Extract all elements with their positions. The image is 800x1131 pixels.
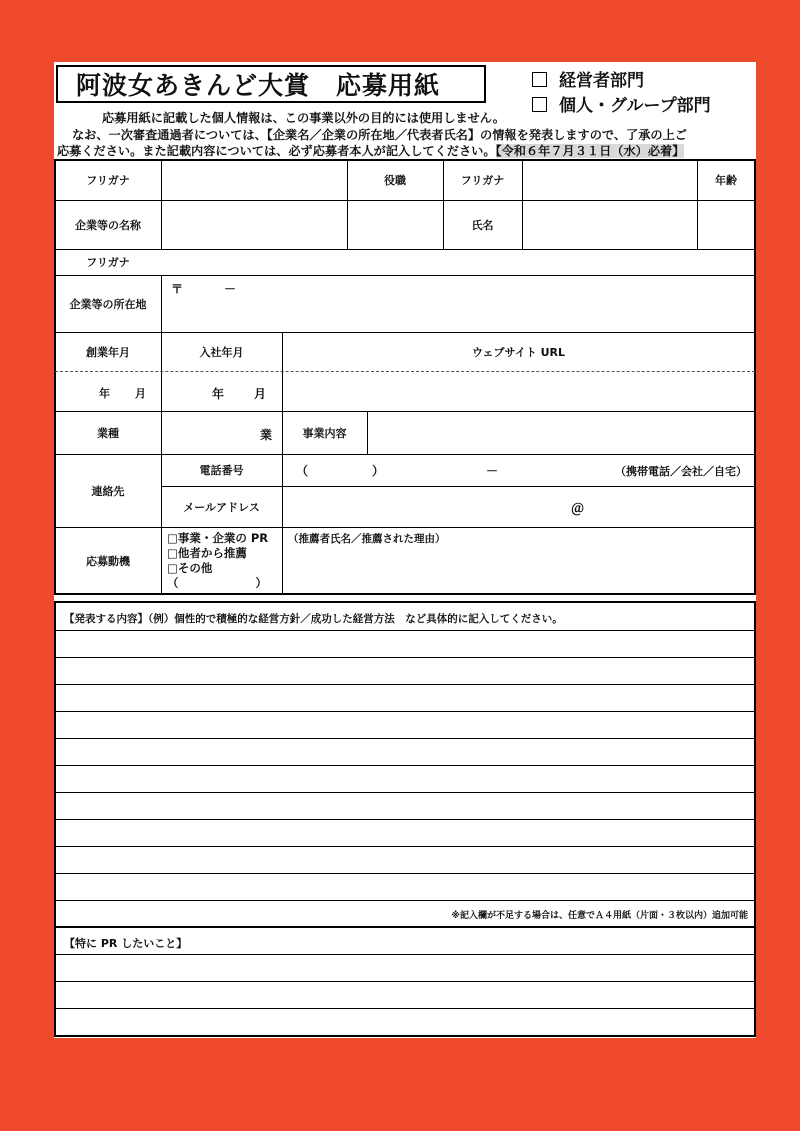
email-at: ＠ [571, 502, 585, 517]
position-label: 役職 [384, 174, 406, 187]
business-content-label: 事業内容 [302, 426, 347, 440]
deadline: 【令和６年７月３１日（水）必着】 [495, 144, 685, 158]
name-furigana-field[interactable] [523, 161, 697, 200]
founded-label: 創業年月 [86, 345, 130, 359]
motive-option-pr[interactable]: □事業・企業の PR [167, 531, 269, 545]
name-field[interactable] [523, 201, 697, 249]
email-label: メールアドレス [183, 500, 260, 514]
joined-label: 入社年月 [199, 345, 244, 359]
company-name-field[interactable] [162, 201, 347, 249]
joined-year: 年 [212, 387, 225, 401]
name-label: 氏名 [471, 218, 494, 232]
industry-label: 業種 [97, 426, 119, 440]
address-field[interactable] [162, 276, 755, 332]
phone-dash: － [486, 464, 499, 478]
founded-month: 月 [135, 387, 146, 400]
pr-field[interactable] [56, 955, 754, 1035]
phone-field[interactable] [283, 455, 603, 486]
website-field[interactable] [283, 372, 755, 411]
recommender-label: （推薦者氏名／推薦された理由） [288, 533, 446, 545]
age-field[interactable] [698, 161, 755, 249]
form-title: 阿波女あきんど大賞 応募用紙 [56, 65, 486, 103]
address-label: 企業等の所在地 [69, 297, 147, 311]
postal-dash: － [224, 282, 237, 296]
company-name-label: 企業等の名称 [75, 218, 141, 232]
phone-paren-close: ） [372, 464, 385, 478]
phone-type-note: （携帯電話／会社／自宅） [615, 465, 747, 478]
postal-mark: 〒 [171, 282, 184, 296]
motive-option-other[interactable]: □その他 [167, 561, 213, 575]
address-furigana-field[interactable] [162, 250, 755, 275]
application-sheet [54, 62, 756, 1038]
motive-other-field[interactable]: （ ） [167, 576, 267, 590]
checkbox[interactable] [532, 72, 547, 87]
business-content-field[interactable] [368, 412, 755, 454]
category-individual-group[interactable]: 個人・グループ部門 [532, 91, 711, 116]
presentation-heading: 【発表する内容】（例）個性的で積極的な経営方針／成功した経営方法 など具体的に記入してください。 [64, 613, 563, 625]
motive-option-recommended[interactable]: □他者から推薦 [167, 546, 247, 560]
phone-paren-open: （ [296, 464, 309, 478]
category-management[interactable]: 経営者部門 [532, 66, 644, 91]
privacy-notice: 応募用紙に記載した個人情報は、この事業以外の目的には使用しません。 [102, 111, 505, 125]
website-label: ウェブサイト URL [471, 345, 566, 359]
checkbox[interactable] [532, 97, 547, 112]
presentation-field[interactable] [56, 631, 754, 926]
overflow-note: ※記入欄が不足する場合は、任意でＡ４用紙（片面・３枚以内）追加可能 [451, 911, 748, 921]
age-label: 年齢 [715, 174, 737, 187]
announcement-notice: なお、一次審査通過者については、【企業名／企業の所在地／代表者氏名】の情報を発表しますので、了承の上ご [72, 128, 687, 142]
pr-heading: 【特に PR したいこと】 [64, 937, 188, 950]
phone-label: 電話番号 [199, 464, 244, 477]
industry-field[interactable] [162, 412, 257, 454]
contact-label: 連絡先 [91, 484, 125, 498]
position-field[interactable] [348, 161, 443, 249]
founded-year: 年 [99, 387, 110, 400]
furigana-company-label: フリガナ [86, 174, 130, 187]
recommender-field[interactable] [283, 546, 755, 593]
company-furigana-field[interactable] [162, 161, 347, 200]
motive-label: 応募動機 [86, 554, 130, 568]
instruction-notice: 応募ください。また記載内容については、必ず応募者本人が記入してください。【令和６年７月３１日（水）必着】 [57, 144, 685, 158]
address-furigana-label: フリガナ [86, 256, 130, 269]
email-field[interactable] [283, 487, 755, 527]
furigana-name-label: フリガナ [460, 174, 505, 187]
joined-month: 月 [254, 387, 267, 401]
motive-options[interactable] [167, 531, 268, 591]
industry-suffix: 業 [260, 428, 273, 442]
